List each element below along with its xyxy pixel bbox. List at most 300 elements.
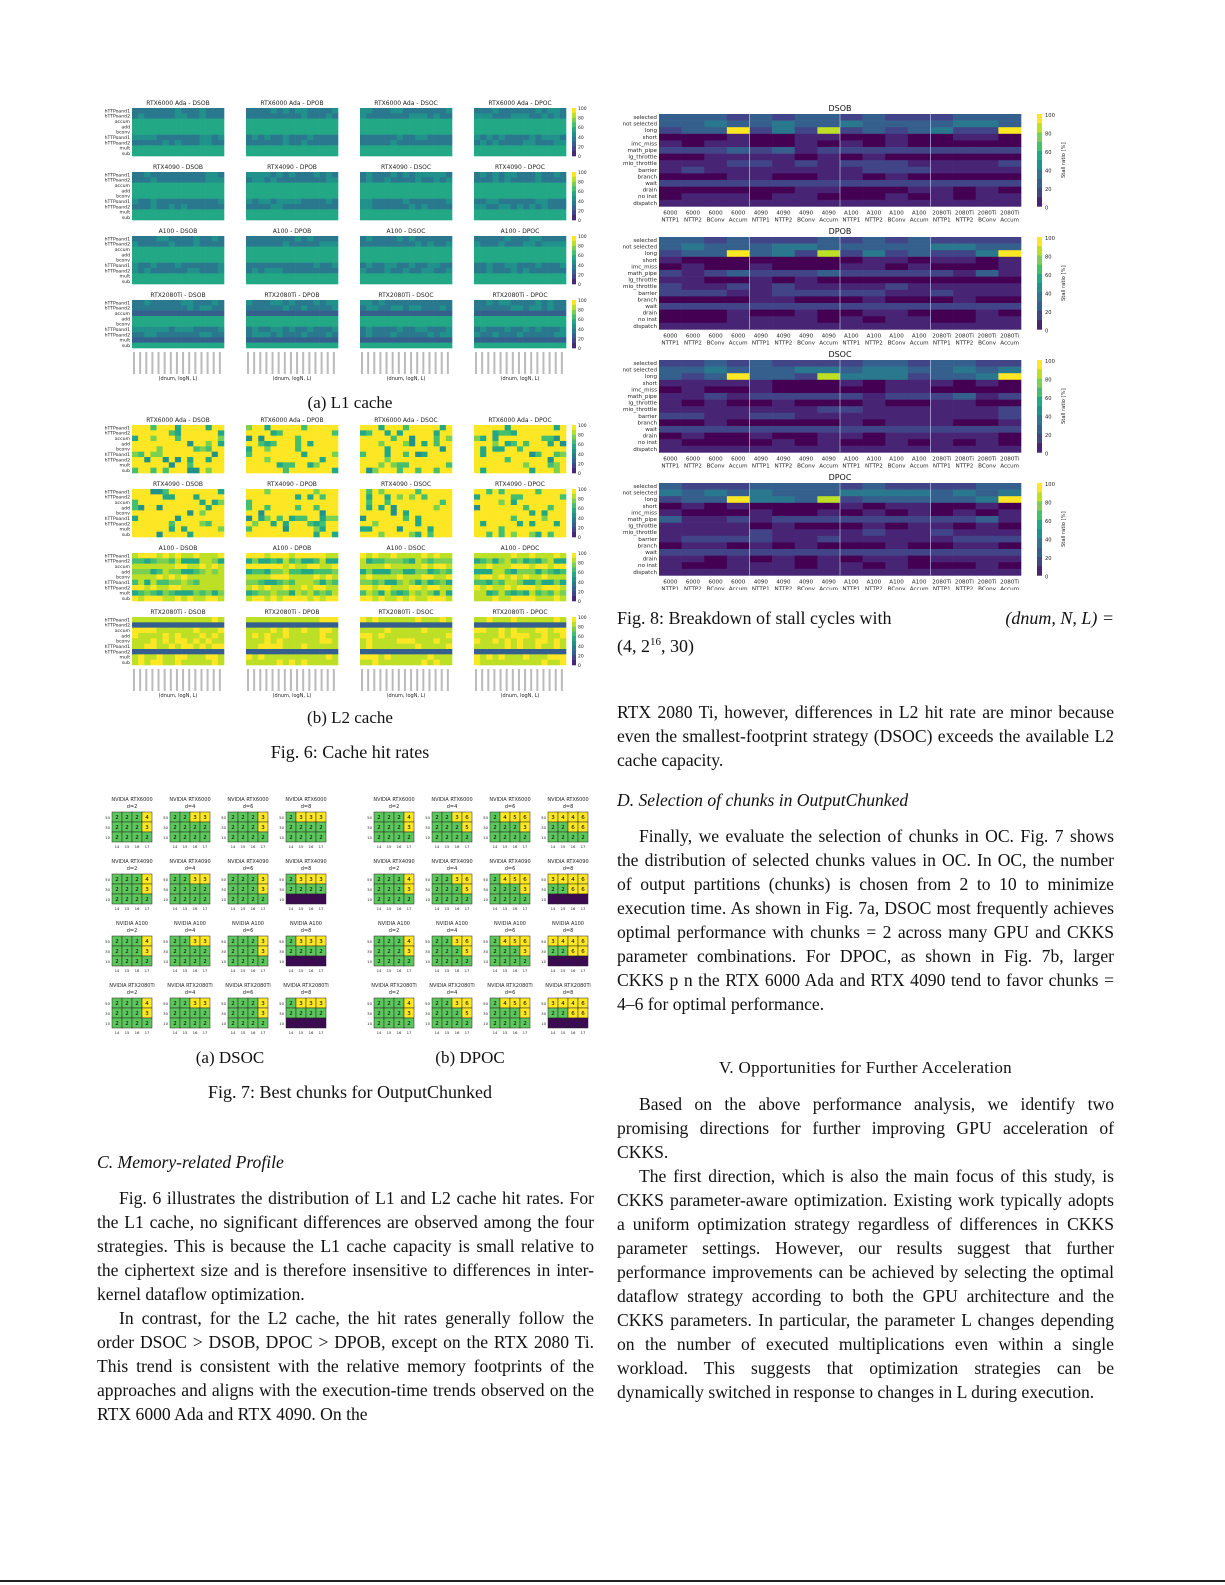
- fig6-heatmap-cell: [264, 500, 270, 506]
- fig6-heatmap-cell: [499, 628, 505, 634]
- fig6-heatmap-cell: [409, 252, 415, 258]
- fig6-heatmap-cell: [434, 654, 440, 660]
- fig6-heatmap-cell: [157, 316, 163, 322]
- fig6-heatmap-cell: [523, 441, 529, 447]
- fig6-heatmap-cell: [421, 257, 427, 263]
- fig6-heatmap-cell: [397, 617, 403, 623]
- fig6-heatmap-cell: [480, 633, 486, 639]
- fig6-heatmap-cell: [440, 430, 446, 436]
- fig7-ytick: 50: [163, 877, 168, 882]
- fig6-heatmap-cell: [427, 649, 433, 655]
- fig6-heatmap-cell: [511, 183, 517, 189]
- fig6-heatmap-cell: [289, 183, 295, 189]
- fig6-heatmap-cell: [193, 151, 199, 157]
- fig6-heatmap-cell: [434, 558, 440, 564]
- fig6-heatmap-cell: [548, 638, 554, 644]
- fig6-heatmap-cell: [132, 236, 138, 242]
- fig6-heatmap-cell: [289, 316, 295, 322]
- fig6-heatmap-cell: [480, 311, 486, 317]
- fig6-heatmap-cell: [144, 151, 150, 157]
- fig6-heatmap-cell: [212, 569, 218, 575]
- fig6-heatmap-cell: [181, 209, 187, 215]
- fig6-heatmap-cell: [313, 590, 319, 596]
- fig6-heatmap-cell: [271, 660, 277, 666]
- fig6-heatmap-cell: [181, 500, 187, 506]
- fig6-heatmap-cell: [511, 585, 517, 591]
- fig6-heatmap-cell: [138, 468, 144, 474]
- fig6-heatmap-cell: [169, 209, 175, 215]
- fig6-heatmap-cell: [474, 236, 480, 242]
- fig6-heatmap-cell: [175, 257, 181, 263]
- fig6-heatmap-cell: [277, 316, 283, 322]
- fig6-heatmap-cell: [307, 580, 313, 586]
- fig6-heatmap-cell: [554, 628, 560, 634]
- fig6-heatmap-cell: [548, 332, 554, 338]
- fig7-chunk-value: 2: [231, 825, 235, 831]
- fig6-heatmap-cell: [271, 108, 277, 114]
- fig6-colorbar-segment: [572, 641, 576, 644]
- fig6-heatmap-cell: [295, 425, 301, 431]
- fig6-heatmap-cell: [295, 638, 301, 644]
- fig6-heatmap-cell: [480, 257, 486, 263]
- fig6-heatmap-cell: [187, 628, 193, 634]
- fig6-heatmap-cell: [360, 305, 366, 311]
- fig6-heatmap-cell: [385, 553, 391, 559]
- fig6-heatmap-cell: [511, 113, 517, 119]
- fig6-heatmap-cell: [511, 468, 517, 474]
- fig6-heatmap-cell: [486, 532, 492, 538]
- fig6-heatmap-cell: [427, 494, 433, 500]
- fig6-heatmap-cell: [427, 446, 433, 452]
- fig6-heatmap-cell: [440, 649, 446, 655]
- fig6-heatmap-cell: [446, 516, 452, 522]
- fig6-heatmap-cell: [486, 135, 492, 141]
- fig6-heatmap-cell: [301, 452, 307, 458]
- fig6-row-label: hTTPoand1: [104, 580, 130, 586]
- fig6-colorbar-segment: [572, 326, 576, 329]
- fig6-heatmap-cell: [415, 558, 421, 564]
- fig6-heatmap-cell: [246, 124, 252, 130]
- fig6-heatmap-cell: [252, 510, 258, 516]
- fig6-xtick-mark: [428, 669, 430, 691]
- fig6-heatmap-cell: [505, 452, 511, 458]
- fig7-xtick: 14: [230, 906, 236, 911]
- fig6-heatmap-cell: [409, 108, 415, 114]
- fig6-heatmap-cell: [480, 622, 486, 628]
- fig6-heatmap-cell: [163, 430, 169, 436]
- fig6-heatmap-cell: [132, 526, 138, 532]
- fig6-heatmap-cell: [144, 468, 150, 474]
- fig6-heatmap-cell: [218, 585, 224, 591]
- fig6-heatmap-cell: [554, 113, 560, 119]
- fig6-heatmap-cell: [332, 204, 338, 210]
- fig6-heatmap-cell: [554, 145, 560, 151]
- fig6-colorbar-tick: 80: [578, 116, 584, 122]
- fig6-heatmap-cell: [258, 617, 264, 623]
- fig6-heatmap-cell: [218, 580, 224, 586]
- fig6-heatmap-cell: [264, 188, 270, 194]
- fig7-chunk-value: 2: [289, 835, 293, 841]
- fig6-heatmap-cell: [295, 430, 301, 436]
- fig6-colorbar-segment: [572, 587, 576, 590]
- fig6-heatmap-cell: [427, 113, 433, 119]
- fig6-heatmap-cell: [193, 569, 199, 575]
- fig6-heatmap-cell: [440, 145, 446, 151]
- fig6-heatmap-cell: [372, 446, 378, 452]
- fig6-heatmap-cell: [434, 279, 440, 285]
- fig6-heatmap-cell: [283, 140, 289, 146]
- fig6-heatmap-cell: [150, 516, 156, 522]
- fig6-heatmap-cell: [264, 241, 270, 247]
- fig6-heatmap-cell: [199, 553, 205, 559]
- fig6-colorbar-segment: [572, 636, 576, 639]
- fig6-heatmap-cell: [492, 151, 498, 157]
- fig6-heatmap-cell: [529, 580, 535, 586]
- fig6-heatmap-cell: [535, 580, 541, 586]
- fig6-heatmap-cell: [403, 516, 409, 522]
- fig6-heatmap-cell: [517, 494, 523, 500]
- fig6-heatmap-cell: [246, 489, 252, 495]
- fig6-heatmap-cell: [326, 452, 332, 458]
- fig6-heatmap-cell: [492, 569, 498, 575]
- fig6-colorbar-segment: [572, 555, 576, 558]
- fig6-heatmap-cell: [403, 500, 409, 506]
- fig6-heatmap-cell: [486, 215, 492, 221]
- fig6-heatmap-cell: [474, 617, 480, 623]
- fig6-heatmap-cell: [246, 516, 252, 522]
- fig6-colorbar-tick: 0: [578, 283, 581, 288]
- fig6-heatmap-cell: [415, 654, 421, 660]
- fig6-heatmap-cell: [326, 247, 332, 253]
- fig7-chunk-value: 2: [309, 835, 313, 841]
- fig6-heatmap-cell: [289, 236, 295, 242]
- fig6-heatmap-cell: [492, 553, 498, 559]
- fig6-xtick-mark: [506, 352, 508, 374]
- fig6-heatmap-cell: [252, 436, 258, 442]
- fig6-xtick-mark: [386, 669, 388, 691]
- fig6-heatmap-cell: [486, 263, 492, 269]
- fig6-heatmap-cell: [252, 124, 258, 130]
- fig6-heatmap-cell: [560, 177, 566, 183]
- fig6-heatmap-cell: [144, 140, 150, 146]
- fig6-heatmap-cell: [427, 204, 433, 210]
- fig6-heatmap-cell: [271, 199, 277, 205]
- fig6-heatmap-cell: [295, 337, 301, 343]
- fig6-heatmap-cell: [535, 135, 541, 141]
- fig6-heatmap-cell: [187, 204, 193, 210]
- fig7-chunk-value: 2: [251, 877, 255, 883]
- fig6-heatmap-cell: [385, 252, 391, 258]
- fig6-heatmap-cell: [295, 279, 301, 285]
- fig6-heatmap-cell: [283, 452, 289, 458]
- fig6-panel-title: RTX4090 - DSOB: [152, 481, 204, 488]
- fig6-heatmap-cell: [157, 452, 163, 458]
- fig6-heatmap-cell: [517, 252, 523, 258]
- fig6-heatmap-cell: [529, 279, 535, 285]
- fig6-heatmap-cell: [138, 649, 144, 655]
- fig6-heatmap-cell: [474, 596, 480, 602]
- fig6-heatmap-cell: [246, 188, 252, 194]
- fig6-heatmap-cell: [271, 252, 277, 258]
- fig6-heatmap-cell: [283, 337, 289, 343]
- fig7-ytick: 30: [221, 887, 226, 892]
- fig6-heatmap-cell: [258, 638, 264, 644]
- fig6-heatmap-cell: [517, 172, 523, 178]
- fig6-heatmap-cell: [366, 425, 372, 431]
- fig6-heatmap-cell: [206, 596, 212, 602]
- fig6-heatmap-cell: [258, 446, 264, 452]
- fig6-heatmap-cell: [163, 452, 169, 458]
- fig6-heatmap-cell: [366, 505, 372, 511]
- fig6-heatmap-cell: [446, 500, 452, 506]
- fig6-heatmap-cell: [332, 332, 338, 338]
- fig6-row-label: hTTPoand1: [104, 490, 130, 496]
- fig6-heatmap-cell: [474, 574, 480, 580]
- fig6-heatmap-cell: [523, 113, 529, 119]
- fig6-heatmap-cell: [560, 617, 566, 623]
- fig6-heatmap-cell: [277, 430, 283, 436]
- fig6-heatmap-cell: [295, 241, 301, 247]
- fig6-heatmap-cell: [150, 654, 156, 660]
- fig6-heatmap-cell: [289, 193, 295, 199]
- fig6-heatmap-cell: [535, 151, 541, 157]
- fig6-heatmap-cell: [246, 510, 252, 516]
- fig6-heatmap-cell: [486, 425, 492, 431]
- fig6-xtick-mark: [493, 669, 495, 691]
- fig6-heatmap-cell: [199, 108, 205, 114]
- fig6-heatmap-cell: [252, 257, 258, 263]
- fig6-heatmap-cell: [446, 151, 452, 157]
- fig6-heatmap-cell: [212, 263, 218, 269]
- fig6-heatmap-cell: [499, 300, 505, 306]
- fig6-heatmap-cell: [326, 489, 332, 495]
- fig6-heatmap-cell: [529, 300, 535, 306]
- fig6-heatmap-cell: [206, 654, 212, 660]
- fig6-heatmap-cell: [193, 119, 199, 125]
- fig6-heatmap-cell: [169, 494, 175, 500]
- fig6-xtick-mark: [164, 669, 166, 691]
- fig6-heatmap-cell: [252, 279, 258, 285]
- fig6-panel-title: RTX2080Ti - DSOB: [150, 609, 206, 616]
- fig6-heatmap-cell: [277, 135, 283, 141]
- fig6-xtick-mark: [272, 669, 274, 691]
- fig6-heatmap-cell: [434, 204, 440, 210]
- fig6-heatmap-cell: [548, 596, 554, 602]
- fig6-heatmap-cell: [212, 660, 218, 666]
- fig6-heatmap-cell: [258, 596, 264, 602]
- fig6-heatmap-cell: [391, 457, 397, 463]
- fig6-heatmap-cell: [492, 300, 498, 306]
- fig6-heatmap-cell: [560, 596, 566, 602]
- fig6-heatmap-cell: [541, 654, 547, 660]
- fig6-heatmap-cell: [157, 119, 163, 125]
- fig6-heatmap-cell: [163, 124, 169, 130]
- fig6-heatmap-cell: [150, 129, 156, 135]
- fig7-chunk-value: 2: [173, 825, 177, 831]
- fig6-heatmap-cell: [560, 564, 566, 570]
- fig6-heatmap-cell: [523, 279, 529, 285]
- fig6-colorbar-segment: [572, 172, 576, 175]
- fig6-heatmap-cell: [529, 446, 535, 452]
- fig6-heatmap-cell: [313, 252, 319, 258]
- fig6-heatmap-cell: [199, 236, 205, 242]
- fig7-chunk-value: 2: [251, 887, 255, 893]
- fig6-heatmap-cell: [421, 516, 427, 522]
- fig6-heatmap-cell: [246, 199, 252, 205]
- fig6-heatmap-cell: [258, 580, 264, 586]
- fig6-heatmap-cell: [511, 452, 517, 458]
- fig6-heatmap-cell: [258, 468, 264, 474]
- fig6-heatmap-cell: [391, 564, 397, 570]
- fig6-heatmap-cell: [517, 553, 523, 559]
- fig6-heatmap-cell: [366, 436, 372, 442]
- fig6-heatmap-cell: [366, 462, 372, 468]
- fig6-heatmap-cell: [434, 617, 440, 623]
- fig6-heatmap-cell: [252, 558, 258, 564]
- fig6-heatmap-cell: [434, 553, 440, 559]
- fig6-heatmap-cell: [535, 268, 541, 274]
- fig6-heatmap-cell: [307, 247, 313, 253]
- fig6-heatmap-cell: [474, 183, 480, 189]
- fig6-heatmap-cell: [283, 436, 289, 442]
- fig6-heatmap-cell: [529, 468, 535, 474]
- fig6-heatmap-cell: [529, 257, 535, 263]
- fig6-heatmap-cell: [403, 441, 409, 447]
- fig6-heatmap-cell: [252, 252, 258, 258]
- fig6-heatmap-cell: [295, 564, 301, 570]
- fig6-heatmap-cell: [246, 327, 252, 333]
- fig6-heatmap-cell: [277, 622, 283, 628]
- fig6-heatmap-cell: [199, 327, 205, 333]
- fig6-heatmap-cell: [511, 462, 517, 468]
- fig6-heatmap-cell: [391, 343, 397, 349]
- fig6-heatmap-cell: [132, 441, 138, 447]
- fig6-colorbar-segment: [572, 184, 576, 187]
- fig6-heatmap-cell: [511, 300, 517, 306]
- fig6-heatmap-cell: [403, 660, 409, 666]
- fig6-heatmap-cell: [258, 649, 264, 655]
- fig6-xtick-mark: [435, 352, 437, 374]
- fig6-heatmap-cell: [415, 151, 421, 157]
- fig6-heatmap-cell: [499, 119, 505, 125]
- fig6-colorbar-segment: [572, 575, 576, 578]
- fig6-heatmap-cell: [541, 257, 547, 263]
- fig6-heatmap-cell: [320, 462, 326, 468]
- fig6-heatmap-cell: [511, 638, 517, 644]
- fig6-heatmap-cell: [486, 204, 492, 210]
- fig6-heatmap-cell: [332, 617, 338, 623]
- fig6-heatmap-cell: [138, 300, 144, 306]
- fig6-heatmap-cell: [301, 590, 307, 596]
- fig6-heatmap-cell: [332, 521, 338, 527]
- fig6-heatmap-cell: [366, 644, 372, 650]
- fig6-heatmap-cell: [264, 311, 270, 317]
- fig6-heatmap-cell: [320, 585, 326, 591]
- fig6-heatmap-cell: [480, 569, 486, 575]
- fig6-heatmap-cell: [505, 135, 511, 141]
- fig6-heatmap-cell: [277, 305, 283, 311]
- fig6-heatmap-cell: [403, 649, 409, 655]
- fig6-heatmap-cell: [212, 151, 218, 157]
- fig6-heatmap-cell: [480, 135, 486, 141]
- fig6-heatmap-cell: [434, 140, 440, 146]
- fig6-heatmap-cell: [427, 119, 433, 125]
- fig6-heatmap-cell: [372, 553, 378, 559]
- fig6-heatmap-cell: [313, 452, 319, 458]
- fig6-heatmap-cell: [295, 119, 301, 125]
- fig6-heatmap-cell: [480, 129, 486, 135]
- fig6-heatmap-cell: [175, 177, 181, 183]
- fig6-heatmap-cell: [474, 252, 480, 258]
- fig6-heatmap-cell: [277, 247, 283, 253]
- fig6-heatmap-cell: [206, 494, 212, 500]
- fig6-heatmap-cell: [505, 441, 511, 447]
- fig6-heatmap-cell: [295, 108, 301, 114]
- fig6-heatmap-cell: [181, 183, 187, 189]
- fig6-heatmap-cell: [277, 145, 283, 151]
- fig6-heatmap-cell: [535, 494, 541, 500]
- fig6-heatmap-cell: [560, 279, 566, 285]
- fig6-heatmap-cell: [252, 204, 258, 210]
- fig6-heatmap-cell: [206, 580, 212, 586]
- fig6-heatmap-cell: [492, 622, 498, 628]
- fig6-heatmap-cell: [523, 327, 529, 333]
- fig6-heatmap-cell: [535, 516, 541, 522]
- fig6-heatmap-cell: [529, 177, 535, 183]
- fig6-heatmap-cell: [474, 257, 480, 263]
- fig6-colorbar-segment: [572, 655, 576, 658]
- fig6-heatmap-cell: [409, 489, 415, 495]
- fig6-heatmap-cell: [295, 204, 301, 210]
- fig6-heatmap-cell: [360, 279, 366, 285]
- fig6-heatmap-cell: [246, 332, 252, 338]
- fig6-heatmap-cell: [415, 188, 421, 194]
- fig6-colorbar-segment: [572, 208, 576, 211]
- fig6-heatmap-cell: [277, 500, 283, 506]
- fig6-heatmap-cell: [434, 305, 440, 311]
- fig6-heatmap-cell: [474, 145, 480, 151]
- fig6-heatmap-cell: [446, 425, 452, 431]
- fig6-heatmap-cell: [535, 300, 541, 306]
- fig7-chunk-value: 2: [261, 897, 265, 903]
- fig6-heatmap-cell: [440, 300, 446, 306]
- fig6-heatmap-cell: [421, 452, 427, 458]
- fig6-heatmap-cell: [320, 119, 326, 125]
- fig6-heatmap-cell: [529, 521, 535, 527]
- fig7-ytick: 50: [221, 815, 226, 820]
- fig6-heatmap-cell: [307, 430, 313, 436]
- fig6-heatmap-cell: [372, 300, 378, 306]
- fig6-heatmap-cell: [486, 660, 492, 666]
- fig6-heatmap-cell: [548, 263, 554, 269]
- fig6-heatmap-cell: [218, 151, 224, 157]
- fig6-heatmap-cell: [175, 316, 181, 322]
- fig6-heatmap-cell: [511, 263, 517, 269]
- fig6-xtick-mark: [314, 352, 316, 374]
- fig6-heatmap-cell: [529, 585, 535, 591]
- fig7-panel-subtitle: d=4: [184, 866, 196, 872]
- fig6-heatmap-cell: [277, 215, 283, 221]
- fig6-heatmap-cell: [283, 332, 289, 338]
- fig6-heatmap-cell: [409, 199, 415, 205]
- fig6-heatmap-cell: [403, 489, 409, 495]
- fig7-chunk-value: 2: [241, 815, 245, 821]
- fig6-heatmap-cell: [548, 327, 554, 333]
- fig6-heatmap-cell: [434, 585, 440, 591]
- fig6-colorbar-segment: [572, 622, 576, 625]
- fig6-heatmap-cell: [446, 564, 452, 570]
- fig6-heatmap-cell: [529, 263, 535, 269]
